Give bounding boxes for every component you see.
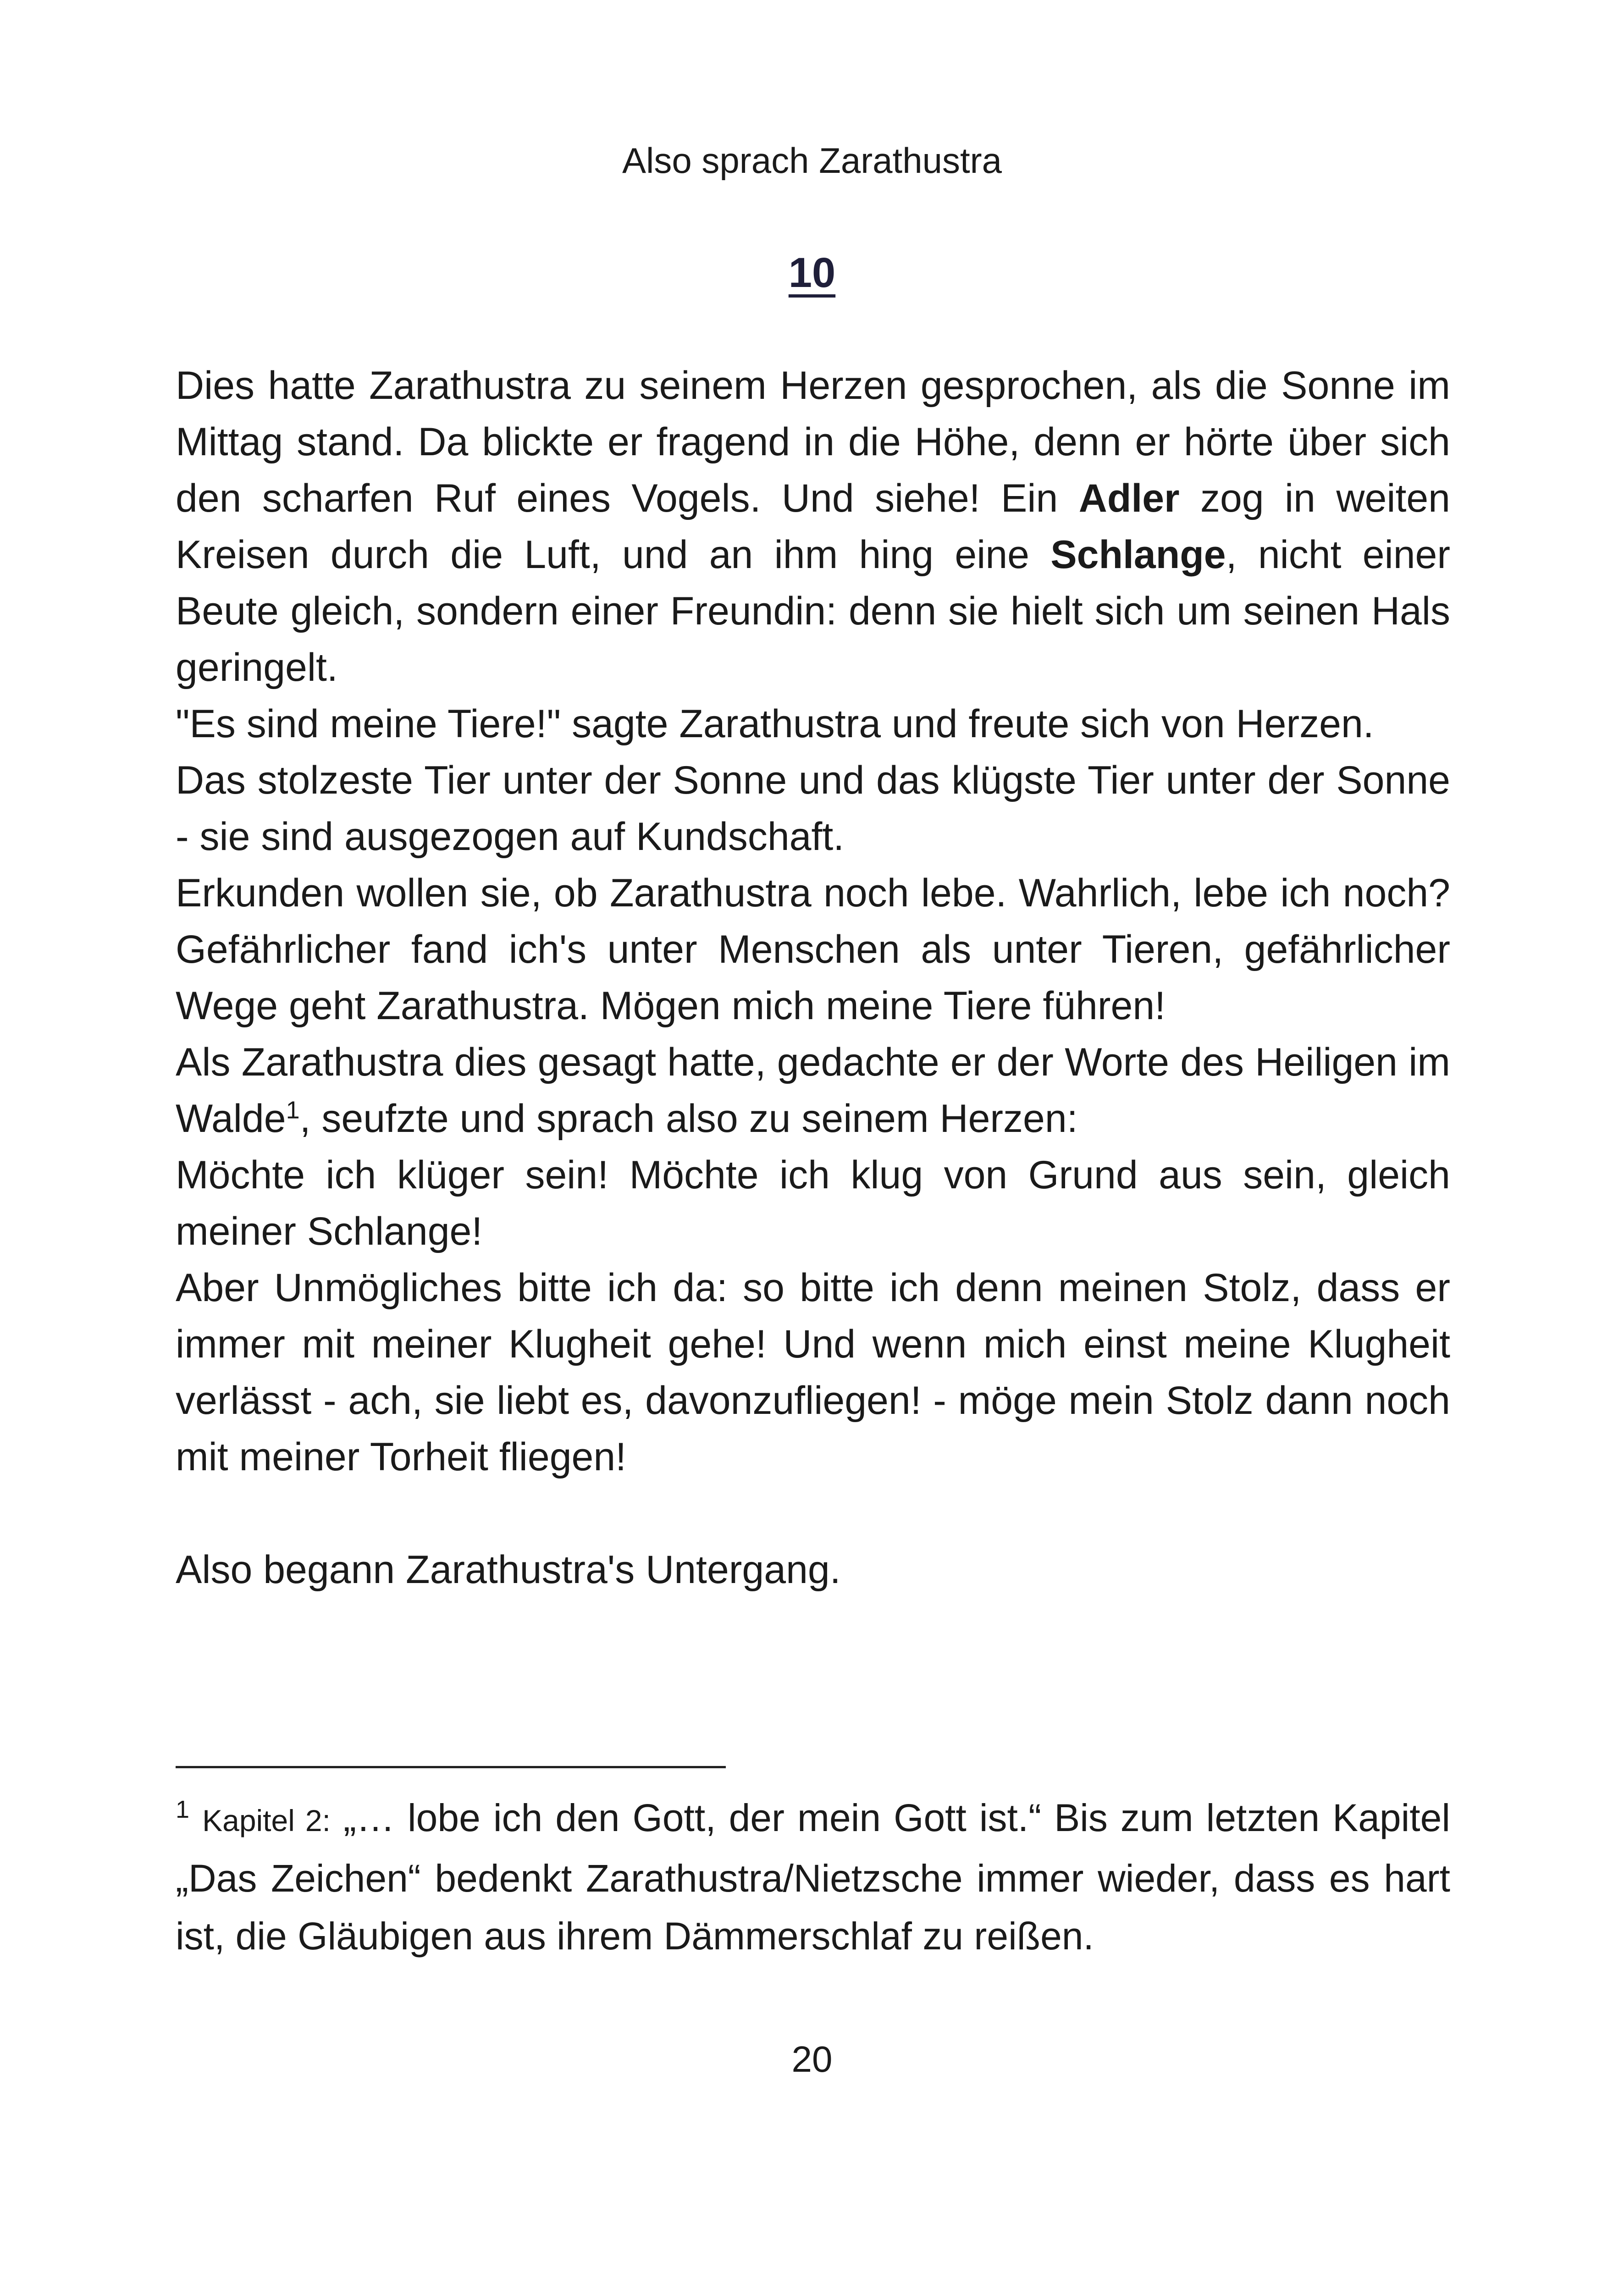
bold-term-adler: Adler — [1078, 476, 1180, 520]
paragraph: "Es sind meine Tiere!" sagte Zarathustra und freute sich von Herzen. — [176, 702, 1374, 746]
text-run: Dies hatte Zarathustra zu seinem Herzen gesprochen, als die Sonne im Mittag stand. Da blickte er fragend in die Höhe, denn er hörte über sich den scharfen Ruf eines Vogels. Und siehe! Ein — [176, 364, 1450, 520]
body-text — [176, 358, 1450, 1598]
text-run: zog in weiten Kreisen durch die Luft, und an ihm hing eine — [176, 476, 1450, 577]
paragraph — [176, 358, 1450, 696]
bold-term-schlange: Schlange — [1050, 533, 1226, 577]
paragraph: Möchte ich klüger sein! Möchte ich klug von Grund aus sein, gleich meiner Schlange! — [176, 1153, 1450, 1253]
page-number: 20 — [791, 2039, 833, 2080]
running-header: Also sprach Zarathustra — [622, 140, 1002, 181]
paragraph: Aber Unmögliches bitte ich da: so bitte ich denn meinen Stolz, dass er immer mit meiner Klugheit gehe! Und wenn mich einst meine Klugheit verlässt - ach, sie liebt es, davonzufliegen! - möge mein Stolz dann noch mit meiner Torheit fliegen! — [176, 1266, 1450, 1479]
footnote-chapter-reference: Kapitel 2: — [202, 1804, 331, 1837]
paragraph: Das stolzeste Tier unter der Sonne und das klügste Tier unter der Sonne - sie sind ausgezogen auf Kundschaft. — [176, 758, 1450, 859]
text-run: , nicht einer Beute gleich, sondern einer Freundin: denn sie hielt sich um seinen Hals geringelt. — [176, 533, 1450, 690]
chapter-number: 10 — [788, 249, 836, 296]
footnote-divider — [176, 1766, 726, 1768]
text-run: Als Zarathustra dies gesagt hatte, gedachte er der Worte des Heiligen im Walde — [176, 1040, 1450, 1141]
paragraph — [176, 1034, 1450, 1147]
footnote-marker: 1 — [176, 1796, 190, 1823]
footnote-reference: 1 — [286, 1096, 300, 1124]
footnote-text: „… lobe ich den Gott, der mein Gott ist.“ Bis zum letzten Kapitel „Das Zeichen“ bedenkt Zarathustra/Nietzsche immer wieder, dass es hart ist, die Gläubigen aus ihrem Dämmerschlaf zu reißen. — [176, 1796, 1451, 1958]
paragraph: Erkunden wollen sie, ob Zarathustra noch lebe. Wahrlich, lebe ich noch? Gefährlicher fand ich's unter Menschen als unter Tieren, gefährlicher Wege geht Zarathustra. Mögen mich meine Tiere führen! — [176, 871, 1450, 1028]
closing-paragraph: Also begann Zarathustra's Untergang. — [176, 1548, 841, 1592]
text-run: , seufzte und sprach also zu seinem Herzen: — [299, 1097, 1078, 1141]
footnote — [176, 1789, 1450, 1965]
